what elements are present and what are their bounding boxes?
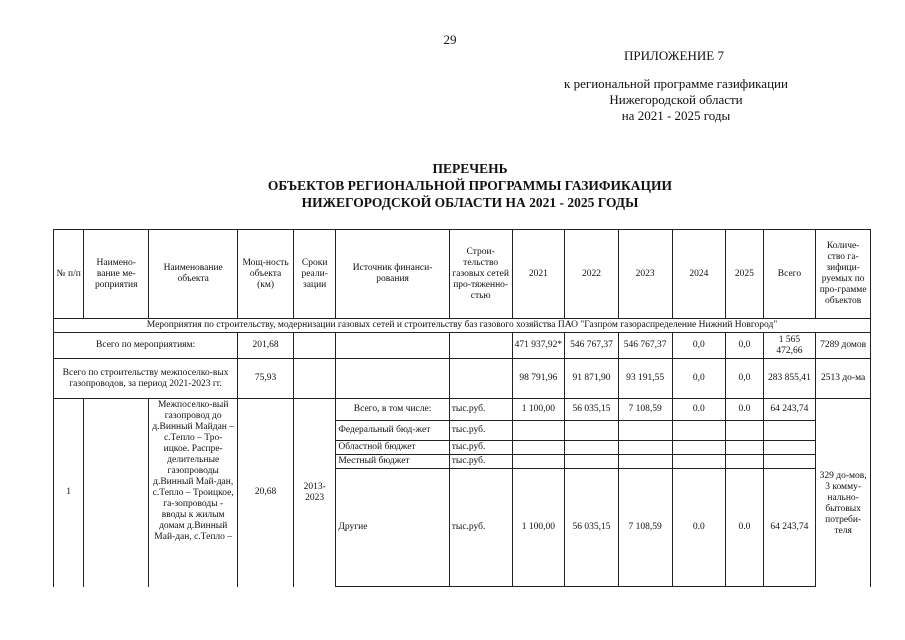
intersettlement-label: Всего по строительству межпоселко-вых газопроводов, за период 2021-2023 гг. [54, 359, 238, 399]
item-2023 [618, 441, 672, 455]
item-2024 [672, 421, 726, 441]
header-num: № п/п [54, 230, 84, 319]
intersettlement-2021: 98 791,96 [512, 359, 565, 399]
objects-table [53, 229, 871, 587]
item-source: Местный бюджет [336, 455, 449, 469]
title-line: ОБЪЕКТОВ РЕГИОНАЛЬНОЙ ПРОГРАММЫ ГАЗИФИКАЦИИ [267, 178, 673, 193]
item-2025 [726, 441, 763, 455]
header-2021: 2021 [512, 230, 565, 319]
intersettlement-power: 75,93 [238, 359, 294, 399]
item-count: 329 до-мов, 3 комму-нально-бытовых потреби-теля [816, 421, 871, 587]
title-line: НИЖЕГОРОДСКОЙ ОБЛАСТИ НА 2021 - 2025 ГОДЫ [301, 195, 639, 210]
item-2021: 1 100,00 [512, 399, 565, 421]
header-terms: Сроки реали-зации [293, 230, 336, 319]
item-2024 [672, 455, 726, 469]
total-2023: 546 767,37 [618, 333, 672, 359]
item-2021 [512, 441, 565, 455]
item-source: Федеральный бюд-жет [336, 421, 449, 441]
item-2022 [565, 421, 619, 441]
item-total [763, 421, 816, 441]
item-2025 [726, 421, 763, 441]
intersettlement-2023: 93 191,55 [618, 359, 672, 399]
item-2023: 7 108,59 [618, 469, 672, 587]
item-2024: 0.0 [672, 469, 726, 587]
total-label: Всего по мероприятиям: [54, 333, 238, 359]
intersettlement-count: 2513 до-ма [816, 359, 871, 399]
total-power: 201,68 [238, 333, 294, 359]
item-2023: 7 108,59 [618, 399, 672, 421]
intersettlement-row [54, 359, 871, 399]
item-total [763, 455, 816, 469]
total-row [54, 333, 871, 359]
item-2023 [618, 455, 672, 469]
empty-cell [336, 333, 449, 359]
total-2021: 471 937,92* [512, 333, 565, 359]
intersettlement-2024: 0,0 [672, 359, 726, 399]
header-2024: 2024 [672, 230, 726, 319]
item-source: Всего, в том числе: [336, 399, 449, 421]
empty-cell [449, 359, 512, 399]
item-2021 [512, 455, 565, 469]
item-2025: 0.0 [726, 469, 763, 587]
appendix-sub-line: Нижегородской области [609, 92, 743, 107]
item-2023 [618, 421, 672, 441]
header-source: Источник финанси-рования [336, 230, 449, 319]
item-total: 64 243,74 [763, 469, 816, 587]
item-2024 [672, 441, 726, 455]
item-source: Областной бюджет [336, 441, 449, 455]
total-2025: 0,0 [726, 333, 763, 359]
header-power: Мощ-ность объекта (км) [238, 230, 294, 319]
header-length: Строи-тельство газовых сетей про-тяженно-стью [449, 230, 512, 319]
item-2022 [565, 455, 619, 469]
appendix-sub-line: на 2021 - 2025 годы [621, 108, 731, 123]
item-2022: 56 035,15 [565, 399, 619, 421]
intersettlement-2025: 0,0 [726, 359, 763, 399]
document-title [160, 160, 780, 211]
item-unit: тыс.руб. [449, 399, 512, 421]
header-object: Наименование объекта [149, 230, 238, 319]
item-num: 1 [54, 399, 84, 587]
total-count: 7289 домов [816, 333, 871, 359]
item-count-top [816, 399, 871, 421]
item-event [84, 399, 149, 587]
item-power: 20,68 [238, 399, 294, 587]
empty-cell [336, 359, 449, 399]
header-2022: 2022 [565, 230, 619, 319]
header-count: Количе-ство га-зифици-руемых по про-грамме объектов [816, 230, 871, 319]
empty-cell [293, 359, 336, 399]
item-2022: 56 035,15 [565, 469, 619, 587]
section-title: Мероприятия по строительству, модернизации газовых сетей и строительству баз газового хозяйства ПАО "Газпром газораспределение Нижний Новгород" [54, 319, 871, 333]
item-source: Другие [336, 469, 449, 587]
item-object: Межпоселко-вый газопровод до д.Винный Майдан – с.Тепло – Тро-ицкое. Распре-делительные газопроводы д.Винный Май-дан, с.Тепло – Троицкое, га-зопроводы - вводы к жилым домам д.Винный Май-дан, с.Тепло – [149, 399, 238, 587]
item-2021 [512, 421, 565, 441]
item-2025: 0.0 [726, 399, 763, 421]
appendix-subtitle [540, 76, 812, 124]
item-row [54, 399, 871, 421]
item-2025 [726, 455, 763, 469]
empty-cell [293, 333, 336, 359]
header-2023: 2023 [618, 230, 672, 319]
item-unit: тыс.руб. [449, 455, 512, 469]
empty-cell [449, 333, 512, 359]
table-header-row [54, 230, 871, 319]
item-2021: 1 100,00 [512, 469, 565, 587]
header-total: Всего [763, 230, 816, 319]
item-unit: тыс.руб. [449, 469, 512, 587]
section-row [54, 319, 871, 333]
item-2024: 0.0 [672, 399, 726, 421]
item-total [763, 441, 816, 455]
intersettlement-2022: 91 871,90 [565, 359, 619, 399]
header-event: Наимено-вание ме-роприятия [84, 230, 149, 319]
total-2022: 546 767,37 [565, 333, 619, 359]
item-unit: тыс.руб. [449, 421, 512, 441]
page-number: 29 [443, 32, 457, 47]
total-sum: 1 565 472,66 [763, 333, 816, 359]
appendix-sub-line: к региональной программе газификации [564, 76, 788, 91]
intersettlement-sum: 283 855,41 [763, 359, 816, 399]
appendix-title: ПРИЛОЖЕНИЕ 7 [624, 48, 724, 63]
total-2024: 0,0 [672, 333, 726, 359]
header-2025: 2025 [726, 230, 763, 319]
item-2022 [565, 441, 619, 455]
title-line: ПЕРЕЧЕНЬ [432, 161, 508, 176]
item-unit: тыс.руб. [449, 441, 512, 455]
item-total: 64 243,74 [763, 399, 816, 421]
item-terms: 2013-2023 [293, 399, 336, 587]
